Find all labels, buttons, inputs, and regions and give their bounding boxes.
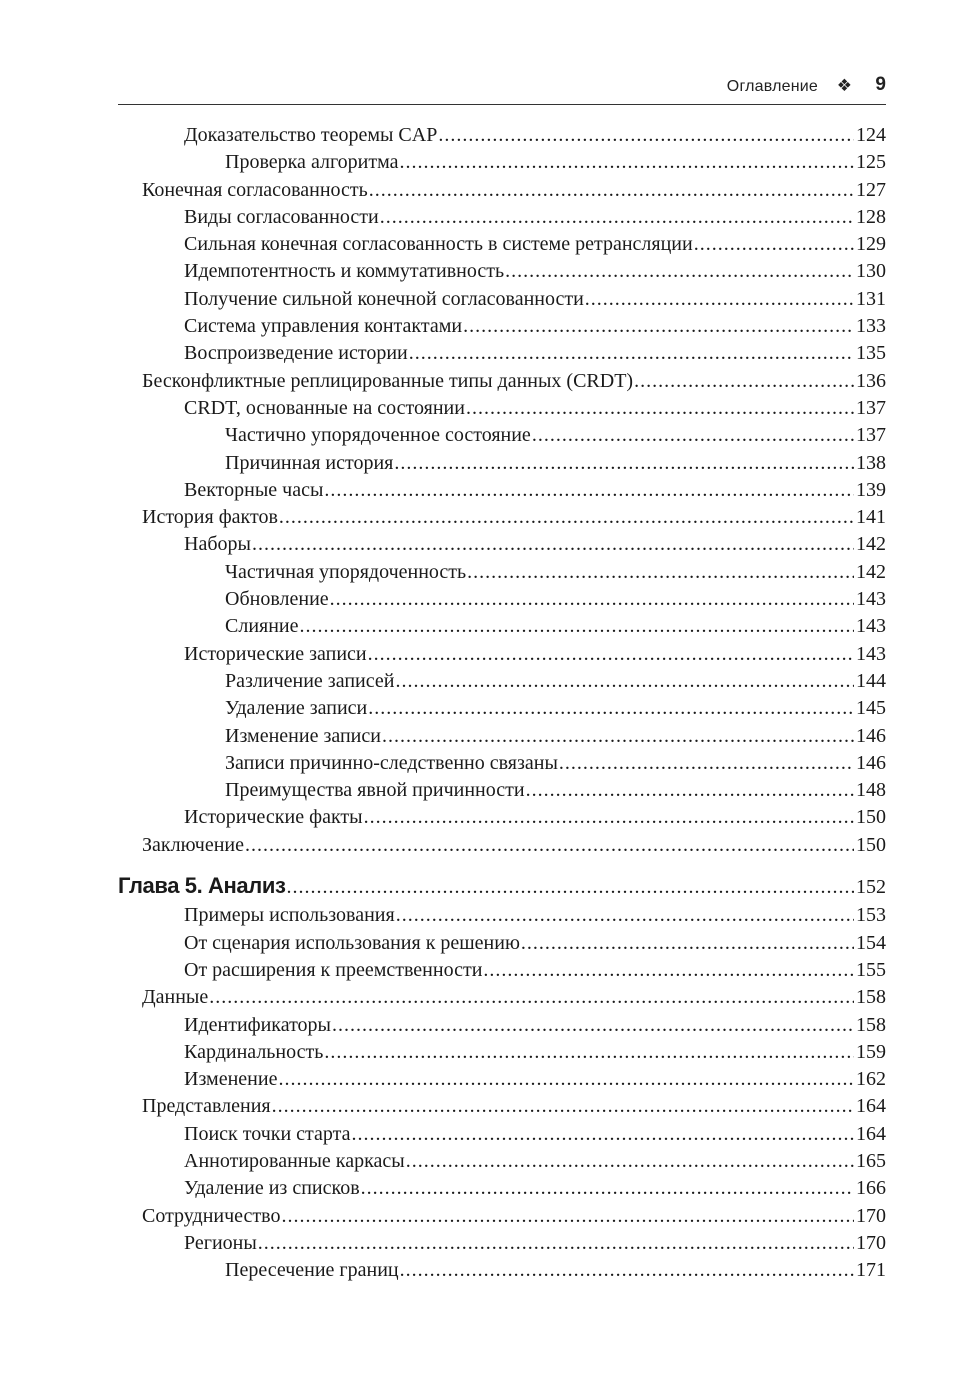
dot-leader — [634, 368, 854, 395]
toc-entry-title: Частичная упорядоченность — [225, 560, 467, 583]
dot-leader — [395, 668, 854, 695]
dot-leader — [400, 1257, 854, 1284]
dot-leader — [209, 984, 854, 1011]
toc-entry-title: Векторные часы — [184, 478, 324, 501]
toc-entry-page: 137 — [856, 424, 886, 447]
dot-leader — [286, 874, 854, 901]
toc-entry[interactable] — [118, 1066, 886, 1093]
dot-leader — [382, 723, 854, 750]
toc-entry-title: Исторические записи — [184, 642, 367, 665]
toc-entry[interactable] — [118, 340, 886, 367]
toc-entry-title: Идентификаторы — [184, 1013, 331, 1036]
dot-leader — [364, 804, 854, 831]
toc-entry[interactable] — [118, 930, 886, 957]
ornament-icon: ❖ — [836, 76, 852, 96]
toc-entry-page: 165 — [856, 1149, 886, 1172]
dot-leader — [332, 1012, 854, 1039]
toc-entry-title: Данные — [142, 986, 209, 1009]
toc-entry[interactable] — [118, 1148, 886, 1175]
toc-entry-page: 143 — [856, 588, 886, 611]
toc-entry-page: 171 — [856, 1259, 886, 1282]
toc-entry-title: Сильная конечная согласованность в системе ретрансляции — [184, 233, 693, 256]
toc-entry-page: 137 — [856, 396, 886, 419]
toc-entry-title: Система управления контактами — [184, 315, 463, 338]
toc-entry[interactable] — [118, 586, 886, 613]
toc-entry[interactable] — [118, 984, 886, 1011]
toc-entry[interactable] — [118, 258, 886, 285]
toc-entry-page: 143 — [856, 615, 886, 638]
dot-leader — [585, 286, 854, 313]
toc-entry-page: 142 — [856, 533, 886, 556]
toc-entry[interactable] — [118, 902, 886, 929]
toc-entry[interactable] — [118, 1230, 886, 1257]
dot-leader — [281, 1203, 854, 1230]
toc-entry-title: Заключение — [142, 833, 244, 856]
dot-leader — [463, 313, 854, 340]
dot-leader — [467, 559, 854, 586]
toc-entry-page: 136 — [856, 369, 886, 392]
toc-entry[interactable] — [118, 750, 886, 777]
toc-entry-title: Конечная согласованность — [142, 178, 368, 201]
toc-entry-page: 144 — [856, 669, 886, 692]
toc-entry-title: CRDT, основанные на состоянии — [184, 396, 465, 419]
toc-entry-page: 148 — [856, 779, 886, 802]
dot-leader — [361, 1175, 854, 1202]
toc-entry-page: 131 — [856, 287, 886, 310]
dot-leader — [400, 149, 854, 176]
toc-entry[interactable] — [118, 286, 886, 313]
table-of-contents — [118, 122, 886, 1284]
toc-entry-page: 170 — [856, 1231, 886, 1254]
toc-entry-page: 162 — [856, 1068, 886, 1091]
toc-entry-page: 145 — [856, 697, 886, 720]
dot-leader — [245, 832, 854, 859]
toc-entry-title: Поиск точки старта — [184, 1122, 351, 1145]
toc-entry-page: 133 — [856, 315, 886, 338]
toc-entry-page: 170 — [856, 1204, 886, 1227]
toc-entry[interactable] — [118, 695, 886, 722]
toc-entry-page: 158 — [856, 1013, 886, 1036]
toc-entry-title: Преимущества явной причинности — [225, 779, 525, 802]
toc-entry[interactable] — [118, 723, 886, 750]
toc-entry[interactable] — [118, 613, 886, 640]
dot-leader — [409, 340, 854, 367]
toc-entry-title: Идемпотентность и коммутативность — [184, 260, 505, 283]
dot-leader — [505, 258, 854, 285]
toc-entry-title: Удаление записи — [225, 697, 368, 720]
toc-entry[interactable] — [118, 1175, 886, 1202]
header-page-number: 9 — [875, 74, 886, 95]
toc-entry[interactable] — [118, 957, 886, 984]
toc-entry[interactable] — [118, 368, 886, 395]
toc-entry[interactable] — [118, 1203, 886, 1230]
dot-leader — [526, 777, 854, 804]
toc-entry[interactable] — [118, 149, 886, 176]
toc-entry-title: Удаление из списков — [184, 1177, 360, 1200]
toc-entry-page: 139 — [856, 478, 886, 501]
toc-entry-page: 164 — [856, 1095, 886, 1118]
toc-entry[interactable] — [118, 313, 886, 340]
dot-leader — [252, 531, 854, 558]
toc-entry-title: Аннотированные каркасы — [184, 1149, 405, 1172]
dot-leader — [324, 1039, 854, 1066]
toc-entry[interactable] — [118, 1121, 886, 1148]
dot-leader — [406, 1148, 854, 1175]
toc-entry[interactable] — [118, 641, 886, 668]
toc-entry[interactable] — [118, 204, 886, 231]
dot-leader — [330, 586, 854, 613]
toc-entry[interactable] — [118, 231, 886, 258]
toc-entry[interactable] — [118, 1093, 886, 1120]
toc-entry-title: Глава 5. Анализ — [118, 873, 286, 899]
toc-entry-title: Наборы — [184, 533, 251, 556]
toc-entry[interactable] — [118, 804, 886, 831]
toc-entry[interactable] — [118, 832, 886, 859]
toc-chapter-entry[interactable] — [118, 872, 886, 899]
toc-entry[interactable] — [118, 1039, 886, 1066]
toc-entry-page: 164 — [856, 1122, 886, 1145]
toc-entry[interactable] — [118, 177, 886, 204]
dot-leader — [394, 450, 854, 477]
dot-leader — [532, 422, 854, 449]
toc-entry-page: 159 — [856, 1040, 886, 1063]
toc-entry[interactable] — [118, 1257, 886, 1284]
dot-leader — [300, 613, 854, 640]
toc-entry-title: Представления — [142, 1095, 271, 1118]
toc-entry-title: Сотрудничество — [142, 1204, 281, 1227]
dot-leader — [438, 122, 854, 149]
header-section-title: Оглавление — [726, 78, 818, 95]
toc-entry-page: 142 — [856, 560, 886, 583]
toc-entry[interactable] — [118, 504, 886, 531]
toc-entry-title: Изменение записи — [225, 724, 381, 747]
toc-entry-page: 154 — [856, 931, 886, 954]
toc-entry-page: 158 — [856, 986, 886, 1009]
toc-entry-page: 146 — [856, 751, 886, 774]
dot-leader — [559, 750, 854, 777]
dot-leader — [466, 395, 854, 422]
toc-entry-page: 150 — [856, 833, 886, 856]
toc-entry[interactable] — [118, 1012, 886, 1039]
toc-entry[interactable] — [118, 668, 886, 695]
toc-entry-page: 166 — [856, 1177, 886, 1200]
dot-leader — [278, 1066, 854, 1093]
toc-entry-title: Пересечение границ — [225, 1259, 399, 1282]
toc-entry-title: Кардинальность — [184, 1040, 324, 1063]
dot-leader — [396, 902, 854, 929]
dot-leader — [258, 1230, 854, 1257]
dot-leader — [368, 641, 854, 668]
toc-entry-title: От сценария использования к решению — [184, 931, 520, 954]
dot-leader — [521, 930, 854, 957]
toc-entry[interactable] — [118, 122, 886, 149]
dot-leader — [380, 204, 854, 231]
toc-entry[interactable] — [118, 395, 886, 422]
toc-entry-title: Частично упорядоченное состояние — [225, 424, 531, 447]
toc-entry-page: 129 — [856, 233, 886, 256]
toc-entry-title: Проверка алгоритма — [225, 151, 399, 174]
toc-entry-page: 152 — [856, 876, 886, 899]
toc-entry-page: 127 — [856, 178, 886, 201]
dot-leader — [272, 1093, 854, 1120]
toc-entry[interactable] — [118, 422, 886, 449]
toc-entry-title: Доказательство теоремы CAP — [184, 124, 438, 146]
toc-entry-page: 125 — [856, 151, 886, 174]
toc-entry-page: 128 — [856, 205, 886, 228]
toc-entry-title: Бесконфликтные реплицированные типы данных (CRDT) — [142, 369, 634, 392]
toc-entry-title: Записи причинно-следственно связаны — [225, 751, 558, 774]
dot-leader — [369, 177, 854, 204]
toc-entry[interactable] — [118, 777, 886, 804]
toc-entry-title: Слияние — [225, 615, 299, 638]
toc-entry-page: 130 — [856, 260, 886, 283]
toc-entry-title: История фактов — [142, 506, 278, 529]
toc-entry-title: Получение сильной конечной согласованности — [184, 287, 584, 310]
dot-leader — [279, 504, 854, 531]
toc-entry-page: 135 — [856, 342, 886, 365]
toc-entry-title: Различение записей — [225, 669, 395, 692]
toc-entry-page: 153 — [856, 904, 886, 927]
toc-entry-title: Регионы — [184, 1231, 257, 1254]
running-header — [118, 76, 886, 105]
toc-entry-page: 138 — [856, 451, 886, 474]
dot-leader — [694, 231, 854, 258]
toc-entry-title: Причинная история — [225, 451, 394, 474]
toc-entry[interactable] — [118, 450, 886, 477]
toc-entry-page: 124 — [856, 124, 886, 146]
toc-entry-page: 146 — [856, 724, 886, 747]
dot-leader — [352, 1121, 854, 1148]
toc-entry[interactable] — [118, 559, 886, 586]
toc-entry[interactable] — [118, 477, 886, 504]
toc-entry[interactable] — [118, 531, 886, 558]
toc-entry-title: От расширения к преемственности — [184, 958, 483, 981]
dot-leader — [483, 957, 854, 984]
toc-entry-title: Исторические факты — [184, 806, 363, 829]
toc-entry-title: Виды согласованности — [184, 205, 379, 228]
toc-entry-title: Изменение — [184, 1068, 278, 1091]
dot-leader — [368, 695, 854, 722]
toc-entry-page: 155 — [856, 958, 886, 981]
toc-entry-page: 141 — [856, 506, 886, 529]
toc-entry-title: Обновление — [225, 588, 329, 611]
toc-entry-page: 150 — [856, 806, 886, 829]
toc-entry-title: Примеры использования — [184, 904, 395, 927]
dot-leader — [324, 477, 854, 504]
toc-entry-title: Воспроизведение истории — [184, 342, 408, 365]
toc-entry-page: 143 — [856, 642, 886, 665]
